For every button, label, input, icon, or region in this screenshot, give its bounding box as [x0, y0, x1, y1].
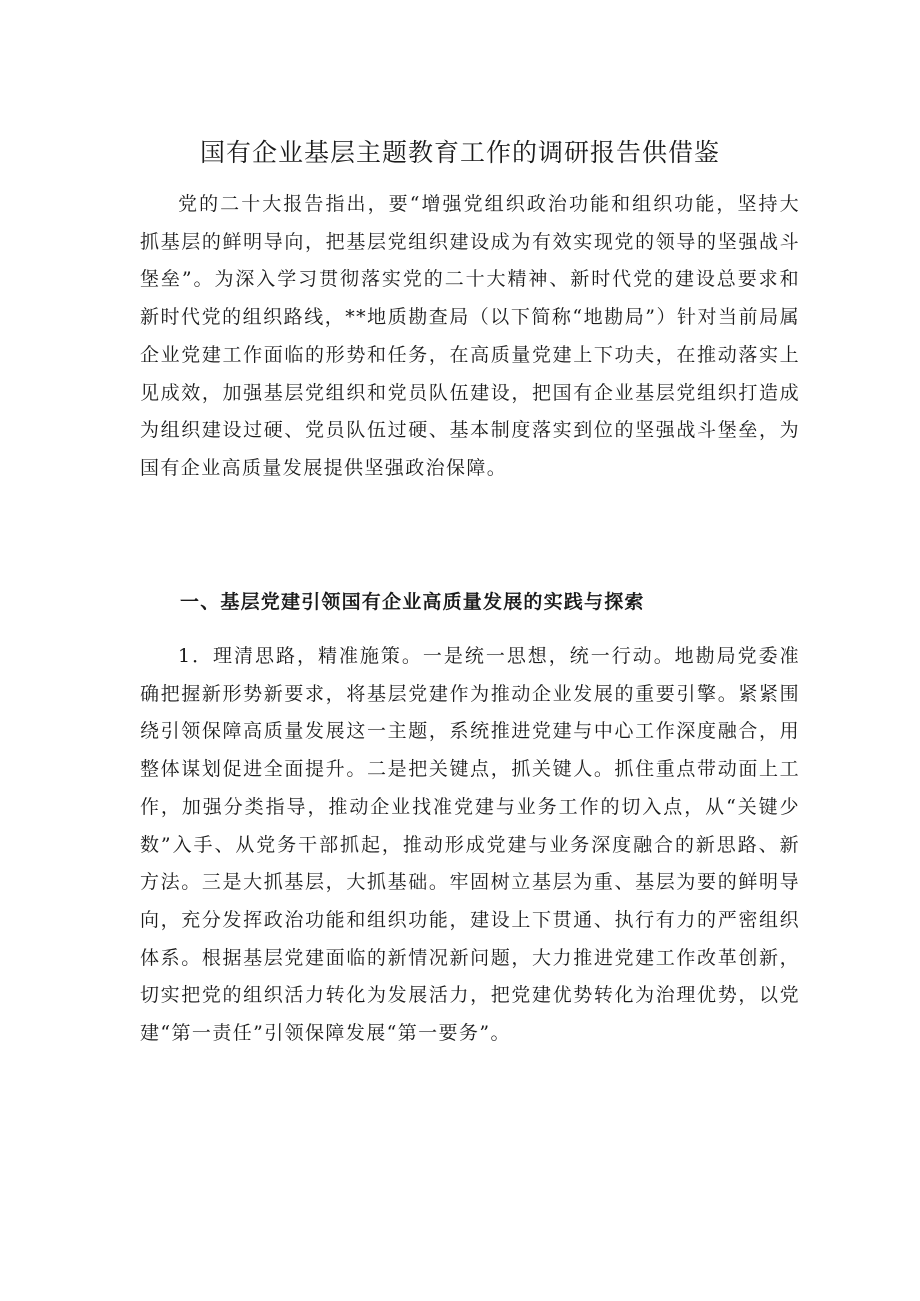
document-title: 国有企业基层主题教育工作的调研报告供借鉴 — [199, 138, 720, 167]
section-body-paragraph: 1．理清思路，精准施策。一是统一思想，统一行动。地勘局党委准确把握新形势新要求，将基层党建作为推动企业发展的重要引擎。紧紧围绕引领保障高质量发展这一主题，系统推进党建与中心工作深度融合，用整体谋划促进全面提升。二是把关键点，抓关键人。抓住重点带动面上工作，加强分类指导，推动企业找准党建与业务工作的切入点，从“关键少数”入手、从党务干部抓起，推动形成党建与业务深度融合的新思路、新方法。三是大抓基层，大抓基础。牢固树立基层为重、基层为要的鲜明导向，充分发挥政治功能和组织功能，建设上下贯通、执行有力的严密组织体系。根据基层党建面临的新情况新问题，大力推进党建工作改革创新，切实把党的组织活力转化为发展活力，把党建优势转化为治理优势，以党建“第一责任”引领保障发展“第一要务”。 — [140, 645, 800, 1045]
section-heading: 一、基层党建引领国有企业高质量发展的实践与探索 — [180, 591, 645, 613]
intro-paragraph: 党的二十大报告指出，要“增强党组织政治功能和组织功能，坚持大抓基层的鲜明导向，把基层党组织建设成为有效实现党的领导的坚强战斗堡垒”。为深入学习贯彻落实党的二十大精神、新时代党的建设总要求和新时代党的组织路线，**地质勘查局（以下简称“地勘局”）针对当前局属企业党建工作面临的形势和任务，在高质量党建上下功夫，在推动落实上见成效，加强基层党组织和党员队伍建设，把国有企业基层党组织打造成为组织建设过硬、党员队伍过硬、基本制度落实到位的坚强战斗堡垒，为国有企业高质量发展提供坚强政治保障。 — [140, 193, 800, 479]
